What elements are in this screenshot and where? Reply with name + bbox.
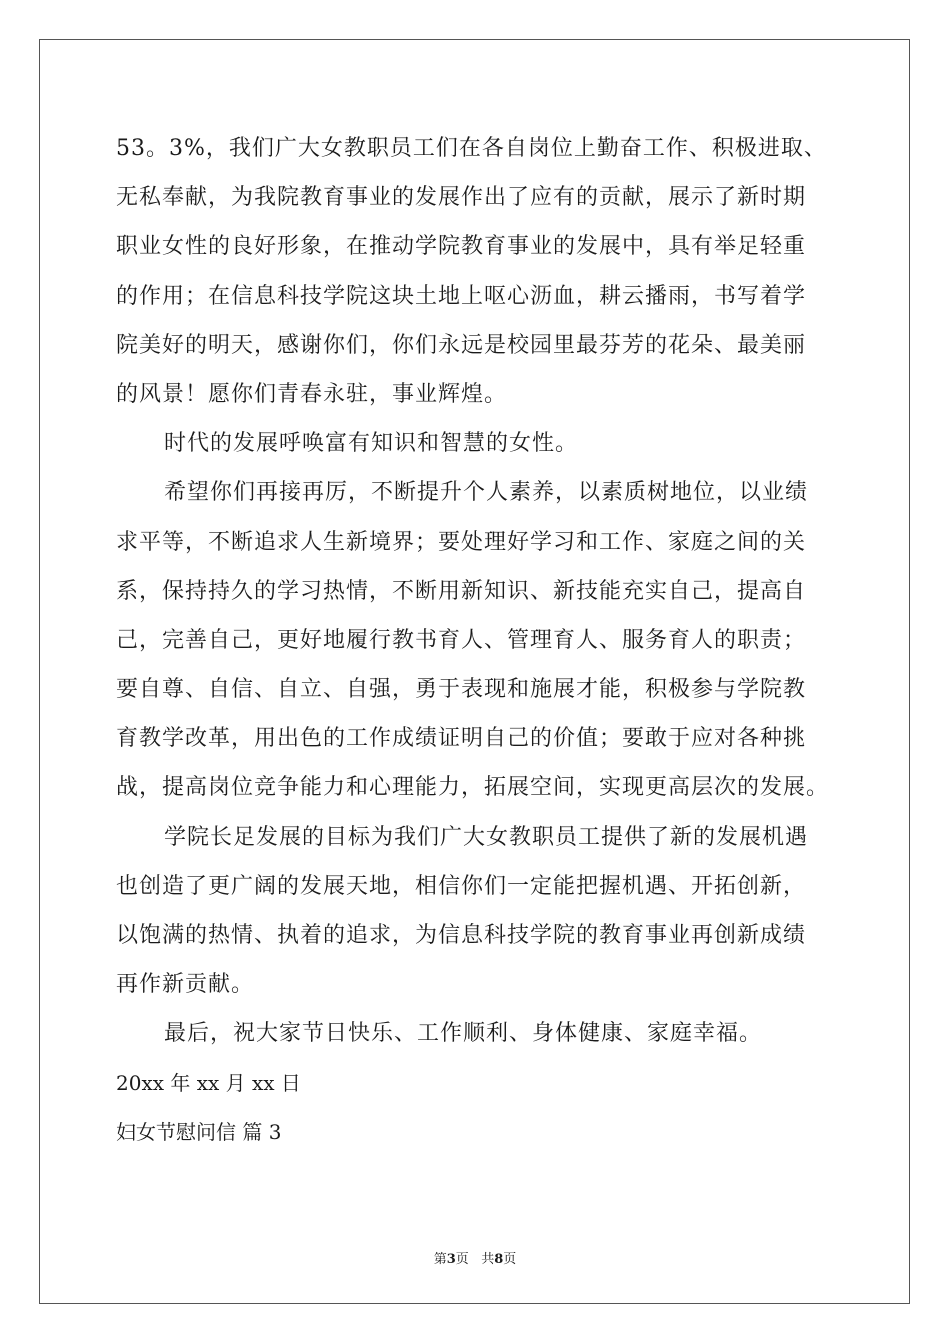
paragraph-list [116, 124, 836, 1059]
paragraph [116, 468, 836, 812]
footer-mid: 页 共 [455, 1252, 495, 1267]
paragraph-line: 时代的发展呼唤富有知识和智慧的女性。 [164, 431, 579, 457]
document-body [116, 124, 836, 1157]
paragraph-line: 53。3%，我们广大女教职员工们在各自岗位上勤奋工作、积极进取、 [116, 136, 827, 161]
paragraph-line: 最后，祝大家节日快乐、工作顺利、身体健康、家庭幸福。 [164, 1021, 763, 1047]
paragraph-line: 的作用；在信息科技学院这块土地上呕心沥血，耕云播雨，书写着学 [116, 283, 807, 309]
page-footer [0, 1248, 950, 1267]
paragraph-line: 求平等，不断追求人生新境界；要处理好学习和工作、家庭之间的关 [116, 529, 807, 555]
section-heading: 妇女节慰问信 篇 3 [116, 1119, 282, 1144]
paragraph-line: 育教学改革，用出色的工作成绩证明自己的价值；要敢于应对各种挑 [116, 726, 807, 752]
footer-current-page: 3 [446, 1252, 456, 1267]
paragraph [116, 419, 836, 468]
paragraph-line: 再作新贡献。 [116, 972, 255, 998]
date-line: 20xx 年 xx 月 xx 日 [116, 1070, 301, 1095]
paragraph-line: 希望你们再接再厉，不断提升个人素养，以素质树地位，以业绩 [164, 480, 809, 506]
paragraph-line: 无私奉献，为我院教育事业的发展作出了应有的贡献，展示了新时期 [116, 185, 807, 211]
paragraph-line: 院美好的明天，感谢你们，你们永远是校园里最芬芳的花朵、最美丽 [116, 332, 807, 358]
paragraph-line: 要自尊、自信、自立、自强，勇于表现和施展才能，积极参与学院教 [116, 677, 807, 703]
paragraph-line: 以饱满的热情、执着的追求，为信息科技学院的教育事业再创新成绩 [116, 923, 807, 948]
paragraph [116, 1009, 836, 1058]
paragraph-line: 己，完善自己，更好地履行教书育人、管理育人、服务育人的职责； [116, 627, 807, 653]
footer-prefix: 第 [433, 1252, 447, 1267]
paragraph-line: 学院长足发展的目标为我们广大女教职员工提供了新的发展机遇 [164, 824, 809, 850]
paragraph-line: 战，提高岗位竞争能力和心理能力，拓展空间，实现更高层次的发展。 [116, 775, 830, 801]
footer-suffix: 页 [503, 1252, 517, 1267]
paragraph-line: 也创造了更广阔的发展天地，相信你们一定能把握机遇、开拓创新， [116, 873, 807, 899]
footer-total-pages: 8 [494, 1252, 504, 1267]
paragraph [116, 124, 836, 419]
paragraph-line: 系，保持持久的学习热情，不断用新知识、新技能充实自己，提高自 [116, 578, 807, 604]
paragraph-line: 职业女性的良好形象，在推动学院教育事业的发展中，具有举足轻重 [116, 234, 807, 260]
paragraph [116, 813, 836, 1010]
paragraph-line: 的风景！愿你们青春永驻，事业辉煌。 [116, 381, 508, 407]
